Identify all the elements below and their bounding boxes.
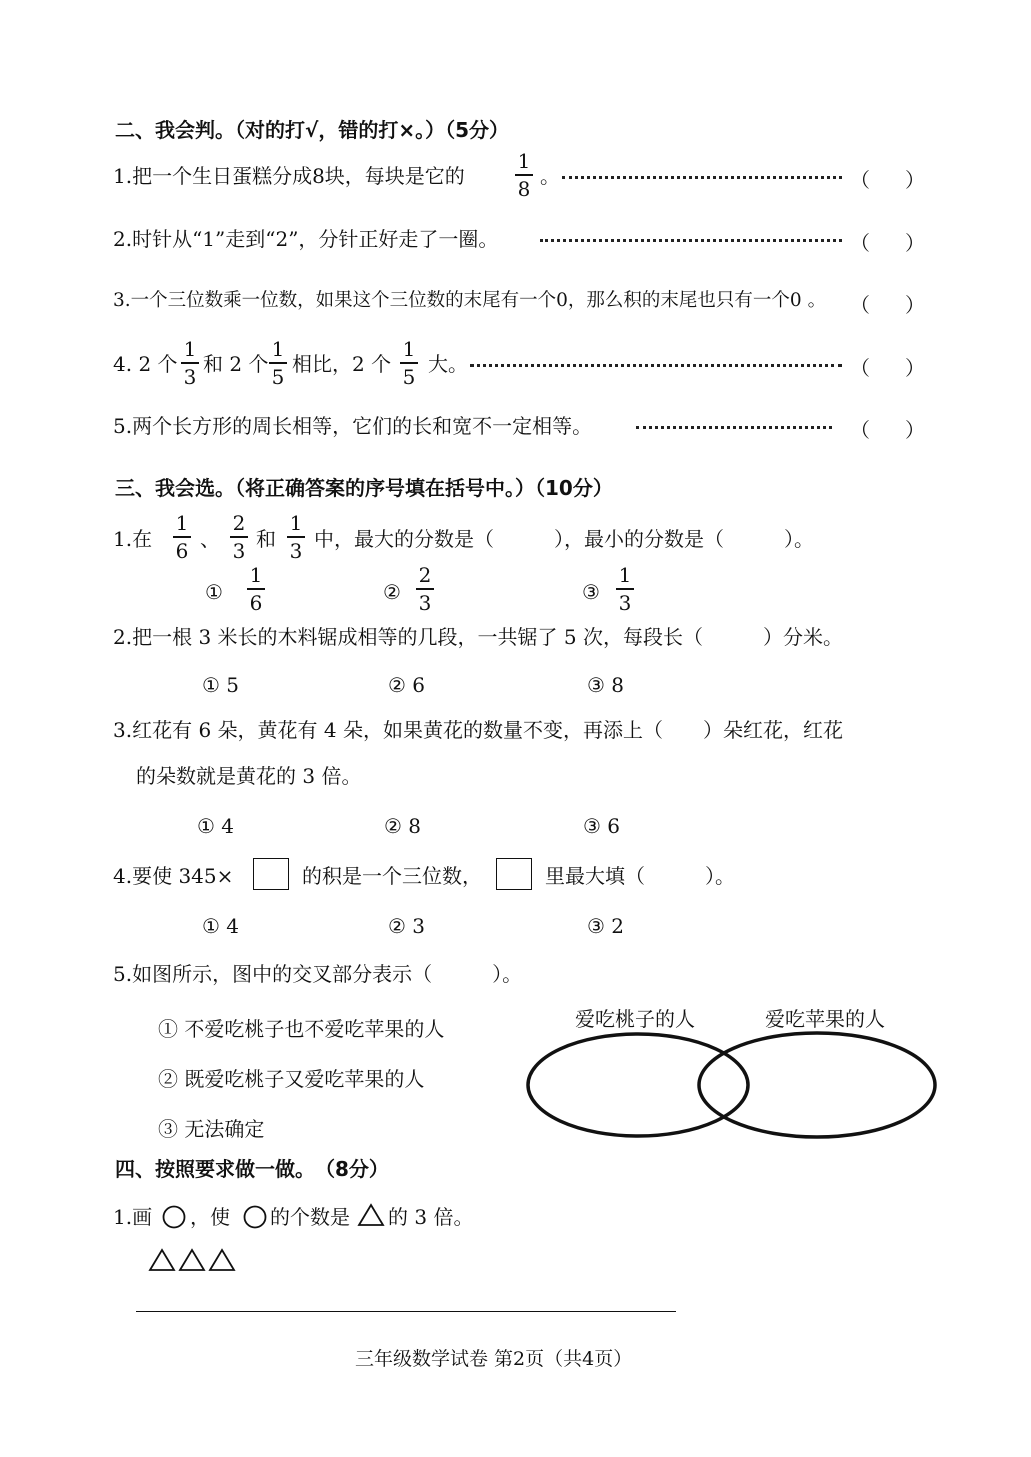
triangle-icon: [150, 1250, 174, 1270]
venn-circle-peach: [528, 1034, 748, 1136]
answer-paren-1-close: ）: [905, 168, 925, 192]
option-1[interactable]: ① 不爱吃桃子也不爱吃苹果的人: [158, 1017, 445, 1041]
option-1[interactable]: ① 4: [197, 814, 235, 838]
option-2-mark[interactable]: ②: [383, 580, 401, 604]
option-2[interactable]: ② 6: [388, 673, 426, 697]
separator: 、: [200, 527, 220, 551]
judge-item-3: 3.一个三位数乘一位数，如果这个三位数的末尾有一个0，那么积的末尾也只有一个0 。: [113, 290, 827, 311]
triangle-icon: [210, 1250, 234, 1270]
answer-paren-4-open[interactable]: （: [850, 356, 870, 380]
task-q1-pre: 1.画: [113, 1205, 153, 1229]
fraction-1-5: 1 5: [398, 338, 420, 388]
triangle-icon: [180, 1250, 204, 1270]
answer-paren-5-close: ）: [905, 418, 925, 442]
section-2-title: 二、我会判。（对的打√，错的打×。）（5分）: [115, 118, 510, 142]
section-4-title: 四、按照要求做一做。 （8分）: [115, 1157, 389, 1181]
option-3-mark[interactable]: ③: [582, 580, 600, 604]
fraction-1-6: 1 6: [171, 512, 193, 562]
triangles-group: [148, 1247, 243, 1273]
choice-q4-pre: 4.要使 345×: [113, 864, 234, 888]
triangle-icon: [357, 1203, 385, 1227]
answer-paren-3-close: ）: [905, 293, 925, 317]
option-3[interactable]: ③ 6: [583, 814, 621, 838]
option-3[interactable]: ③ 无法确定: [158, 1117, 265, 1141]
choice-q1-text: 中，最大的分数是（ ），最小的分数是（ ）。: [314, 527, 814, 551]
choice-q2-text: 2.把一根 3 米长的木料锯成相等的几段，一共锯了 5 次，每段长（ ）分米。: [113, 625, 843, 649]
denominator: 8: [517, 176, 531, 201]
choice-q1-pre: 1.在: [113, 527, 153, 551]
judge-item-4-b: 和 2 个: [203, 352, 269, 376]
option-2[interactable]: ② 既爱吃桃子又爱吃苹果的人: [158, 1067, 425, 1091]
fraction-2-3: 2 3: [228, 512, 250, 562]
numerator: 1: [517, 149, 531, 173]
option-2-fraction: 2 3: [414, 564, 436, 614]
choice-q5-text: 5.如图所示，图中的交叉部分表示（ ）。: [113, 962, 523, 986]
fraction-1-5: 1 5: [267, 338, 289, 388]
fraction-1-8: [513, 150, 535, 200]
option-1-fraction: 1 6: [245, 564, 267, 614]
choice-q3-line1: 3.红花有 6 朵，黄花有 4 朵，如果黄花的数量不变，再添上（ ）朵红花，红花: [113, 718, 843, 742]
answer-paren-3-open[interactable]: （: [850, 293, 870, 317]
fraction-1-3: 1 3: [285, 512, 307, 562]
judge-item-5: 5.两个长方形的周长相等，它们的长和宽不一定相等。: [113, 414, 593, 438]
answer-paren-4-close: ）: [905, 356, 925, 380]
judge-item-1-text: 1.把一个生日蛋糕分成8块，每块是它的: [113, 164, 465, 188]
option-3[interactable]: ③ 2: [587, 914, 625, 938]
venn-circle-apple: [699, 1033, 935, 1137]
choice-q3-line2: 的朵数就是黄花的 3 倍。: [136, 764, 362, 788]
page-footer: 三年级数学试卷 第2页（共4页）: [355, 1348, 633, 1370]
judge-item-4-c: 相比，2 个: [292, 352, 392, 376]
leader-dots: [562, 176, 842, 179]
leader-dots: [540, 239, 842, 242]
option-1[interactable]: ① 5: [202, 673, 240, 697]
judge-item-4-d: 大。: [428, 352, 468, 376]
answer-paren-5-open[interactable]: （: [850, 418, 870, 442]
judge-item-1-end: 。: [540, 164, 560, 188]
task-q1-mid1: ，使: [190, 1205, 230, 1229]
separator: 和: [256, 527, 276, 551]
option-3[interactable]: ③ 8: [587, 673, 625, 697]
circle-icon: [162, 1205, 188, 1231]
answer-paren-2-open[interactable]: （: [850, 231, 870, 255]
blank-box[interactable]: [496, 858, 532, 890]
task-q1-post: 的 3 倍。: [388, 1205, 474, 1229]
choice-q4-mid: 的积是一个三位数，: [302, 864, 482, 888]
leader-dots: [470, 364, 842, 367]
blank-box[interactable]: [253, 858, 289, 890]
circle-icon: [243, 1205, 269, 1231]
option-3-fraction: 1 3: [614, 564, 636, 614]
section-3-title: 三、我会选。（将正确答案的序号填在括号中。）（10分）: [115, 476, 613, 500]
judge-item-1: [113, 164, 465, 188]
judge-item-2: 2.时针从“1”走到“2”，分针正好走了一圈。: [113, 227, 499, 251]
answer-paren-2-close: ）: [905, 231, 925, 255]
venn-label-right: 爱吃苹果的人: [765, 1007, 885, 1031]
leader-dots: [636, 426, 832, 429]
venn-diagram: [520, 1030, 945, 1142]
answer-paren-1-open[interactable]: （: [850, 168, 870, 192]
venn-label-left: 爱吃桃子的人: [575, 1007, 695, 1031]
judge-item-4-a: 4. 2 个: [113, 352, 178, 376]
option-2[interactable]: ② 3: [388, 914, 426, 938]
choice-q4-post: 里最大填（ ）。: [545, 864, 735, 888]
option-1-mark[interactable]: ①: [205, 580, 223, 604]
option-1[interactable]: ① 4: [202, 914, 240, 938]
fraction-1-3: 1 3: [179, 338, 201, 388]
task-q1-mid2: 的个数是: [270, 1205, 350, 1229]
option-2[interactable]: ② 8: [384, 814, 422, 838]
footer-rule: [136, 1311, 676, 1312]
